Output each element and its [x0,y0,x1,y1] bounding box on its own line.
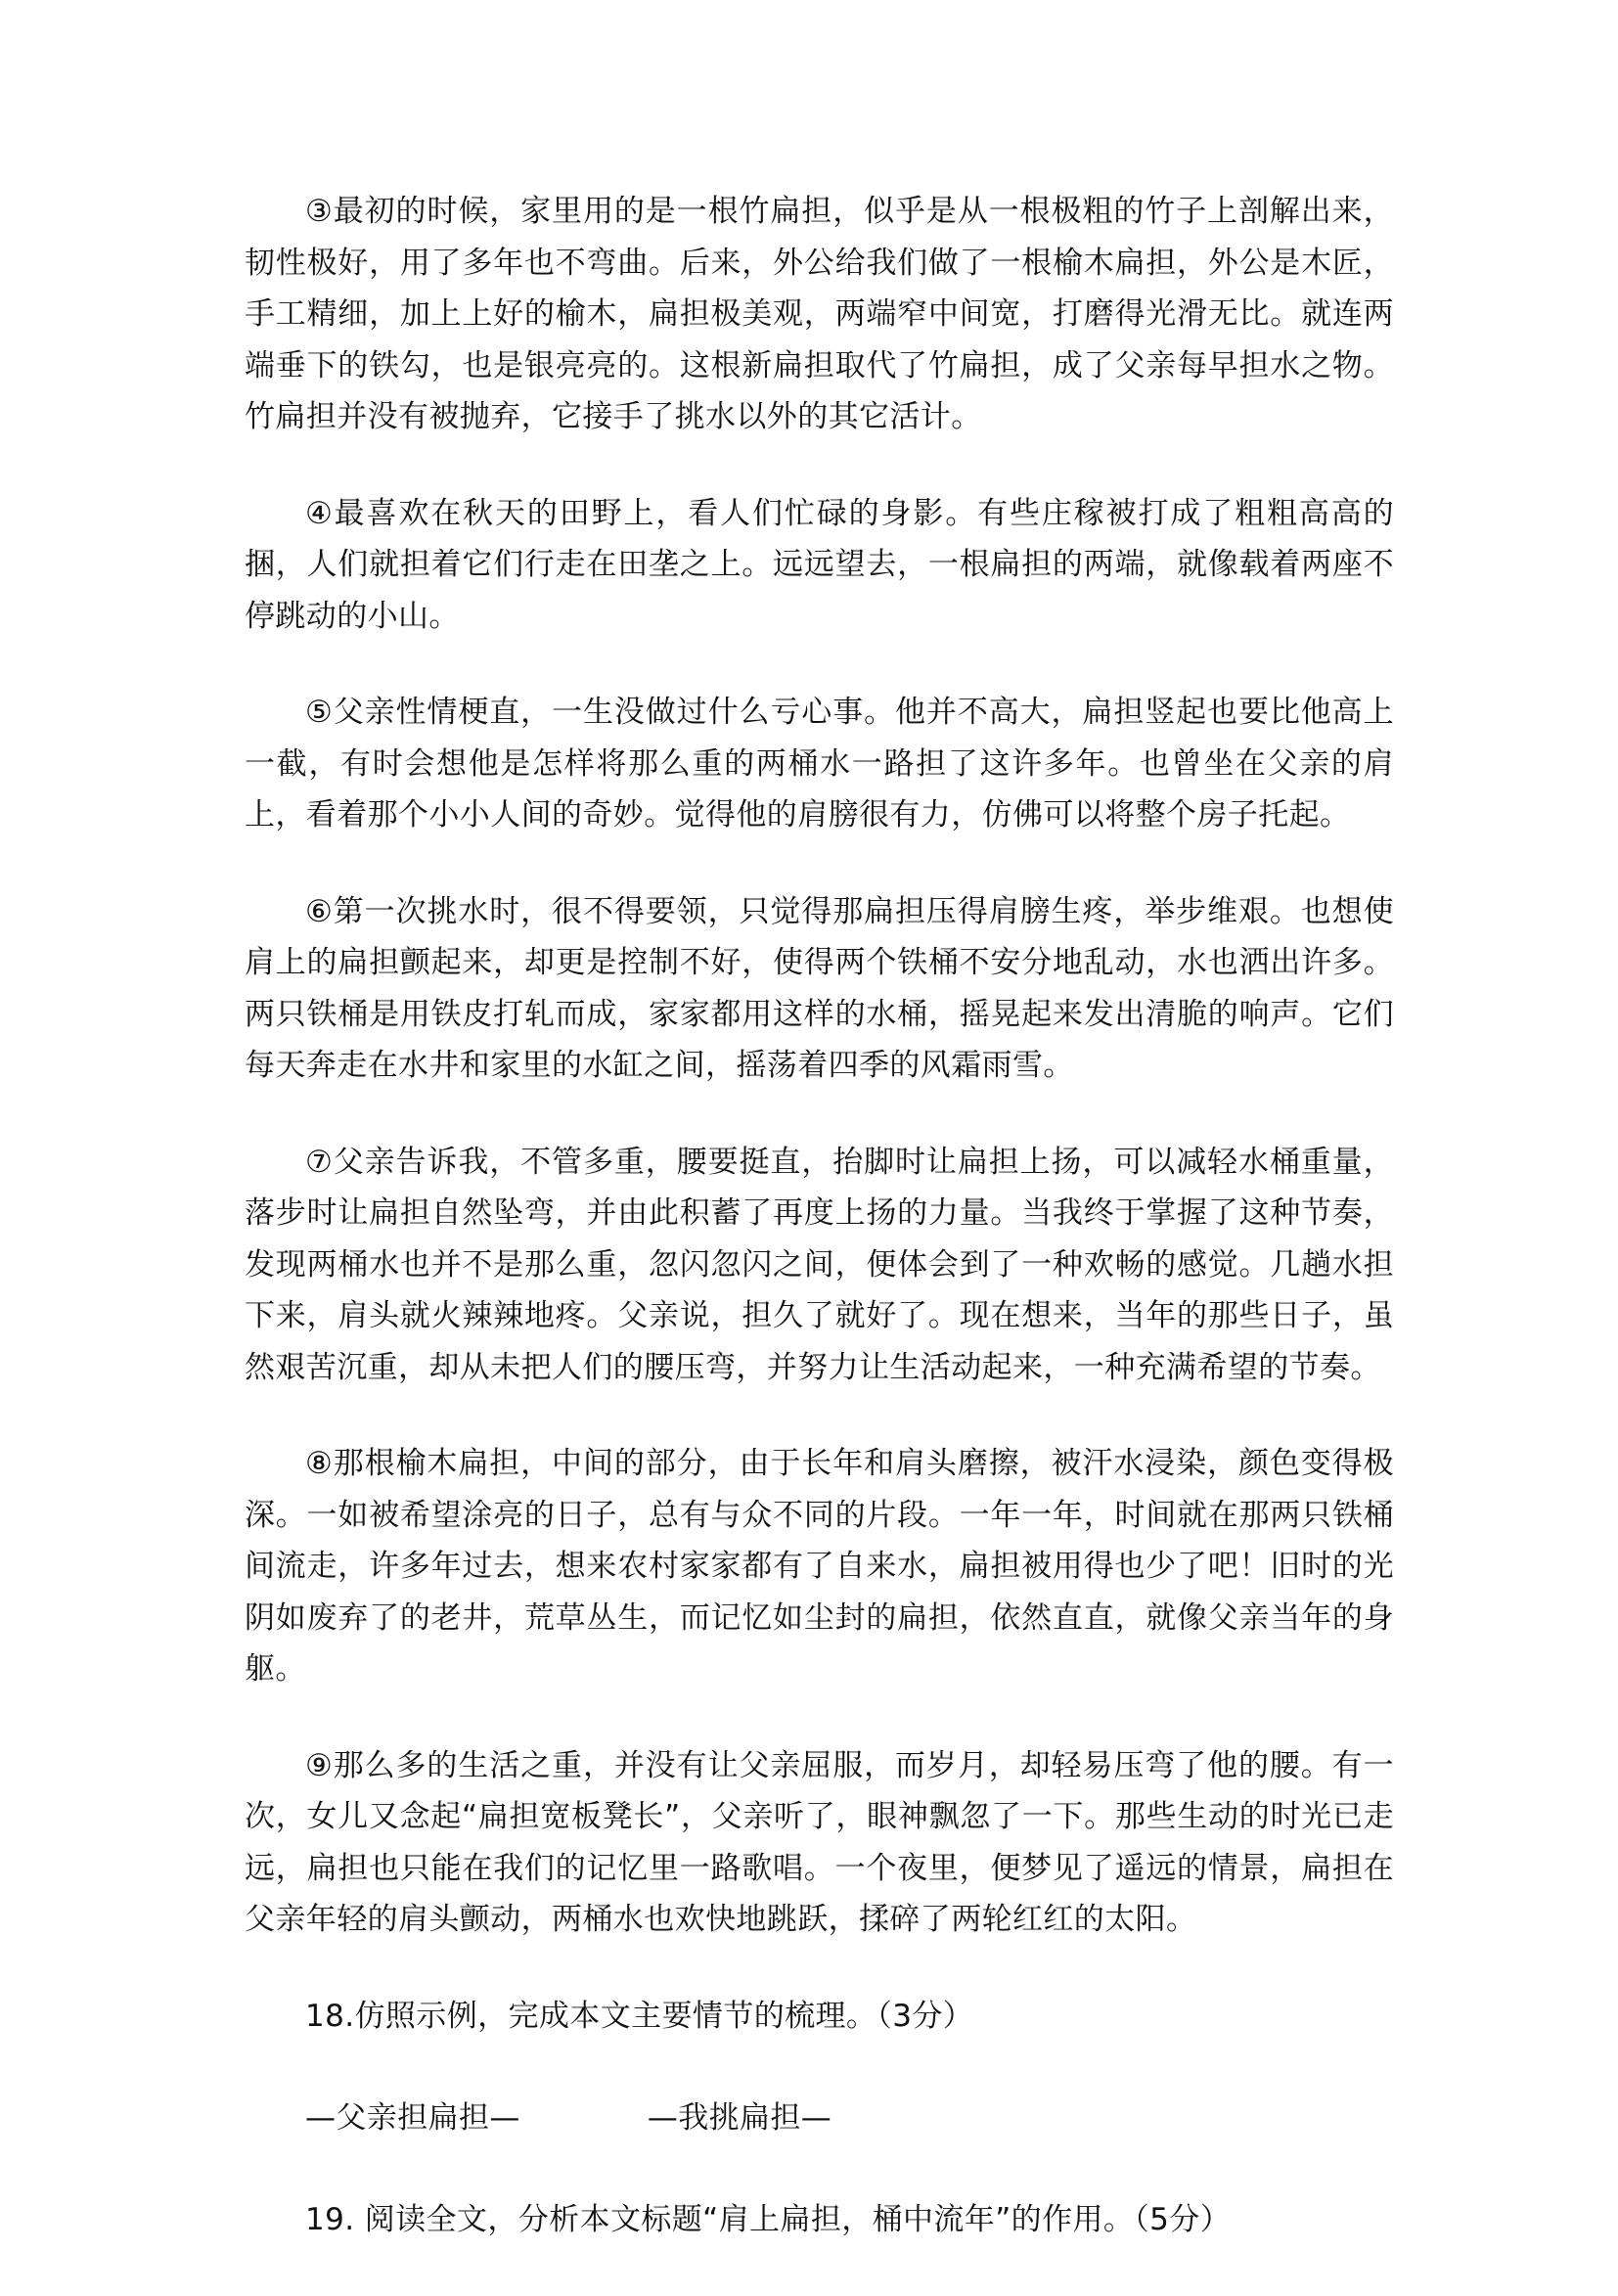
paragraph-7: ⑦父亲告诉我，不管多重，腰要挺直，抬脚时让扁担上扬，可以减轻水桶重量，落步时让扁担自然坠弯，并由此积蓄了再度上扬的力量。当我终于掌握了这种节奏，发现两桶水也并不是那么重，忽闪忽闪之间，便体会到了一种欢畅的感觉。几趟水担下来，肩头就火辣辣地疼。父亲说，担久了就好了。现在想来，当年的那些日子，虽然艰苦沉重，却从未把人们的腰压弯，并努力让生活动起来，一种充满希望的节奏。 [245,1144,1394,1385]
paragraph-6: ⑥第一次挑水时，很不得要领，只觉得那扁担压得肩膀生疼，举步维艰。也想使肩上的扁担颤起来，却更是控制不好，使得两个铁桶不安分地乱动，水也洒出许多。两只铁桶是用铁皮打轧而成，家家都用这样的水桶，摇晃起来发出清脆的响声。它们每天奔走在水井和家里的水缸之间，摇荡着四季的风霜雨雪。 [245,893,1394,1083]
paragraph-5: ⑤父亲性情梗直，一生没做过什么亏心事。他并不高大，扁担竖起也要比他高上一截，有时会想他是怎样将那么重的两桶水一路担了这许多年。也曾坐在父亲的肩上，看着那个小小人间的奇妙。觉得他的肩膀很有力，仿佛可以将整个房子托起。 [245,695,1394,833]
paragraph-4: ④最喜欢在秋天的田野上，看人们忙碌的身影。有些庄稼被打成了粗粗高高的捆，人们就担着它们行走在田垄之上。远远望去，一根扁担的两端，就像载着两座不停跳动的小山。 [245,495,1394,634]
paragraph-3: ③最初的时候，家里用的是一根竹扁担，似乎是从一根极粗的竹子上剖解出来，韧性极好，用了多年也不弯曲。后来，外公给我们做了一根榆木扁担，外公是木匠，手工精细，加上上好的榆木，扁担极美观，两端窄中间宽，打磨得光滑无比。就连两端垂下的铁勾，也是银亮亮的。这根新扁担取代了竹扁担，成了父亲每早担水之物。竹扁担并没有被抛弃，它接手了挑水以外的其它活计。 [245,194,1394,434]
article-body [245,186,1394,2296]
question-19: 19. 阅读全文，分析本文标题“肩上扁担，桶中流年”的作用。（5分） [305,2201,1232,2237]
question-18: 18.仿照示例，完成本文主要情节的梳理。（3分） [305,1998,974,2034]
paragraph-9: ⑨那么多的生活之重，并没有让父亲屈服，而岁月，却轻易压弯了他的腰。有一次，女儿又念起“扁担宽板凳长”，父亲听了，眼神飘忽了一下。那些生动的时光已走远，扁担也只能在我们的记忆里一路歌唱。一个夜里，便梦见了遥远的情景，扁担在父亲年轻的肩头颤动，两桶水也欢快地跳跃，揉碎了两轮红红的太阳。 [245,1747,1394,1937]
plot-item-father: —父亲担扁担— [305,2099,520,2136]
plot-item-me: —我挑扁担— [647,2099,832,2136]
paragraph-8: ⑧那根榆木扁担，中间的部分，由于长年和肩头磨擦，被汗水浸染，颜色变得极深。一如被希望涂亮的日子，总有与众不同的片段。一年一年，时间就在那两只铁桶间流走，许多年过去，想来农村家家都有了自来水，扁担被用得也少了吧！旧时的光阴如废弃了的老井，荒草丛生，而记忆如尘封的扁担，依然直直，就像父亲当年的身躯。 [245,1446,1394,1687]
plot-outline [245,2093,1394,2143]
